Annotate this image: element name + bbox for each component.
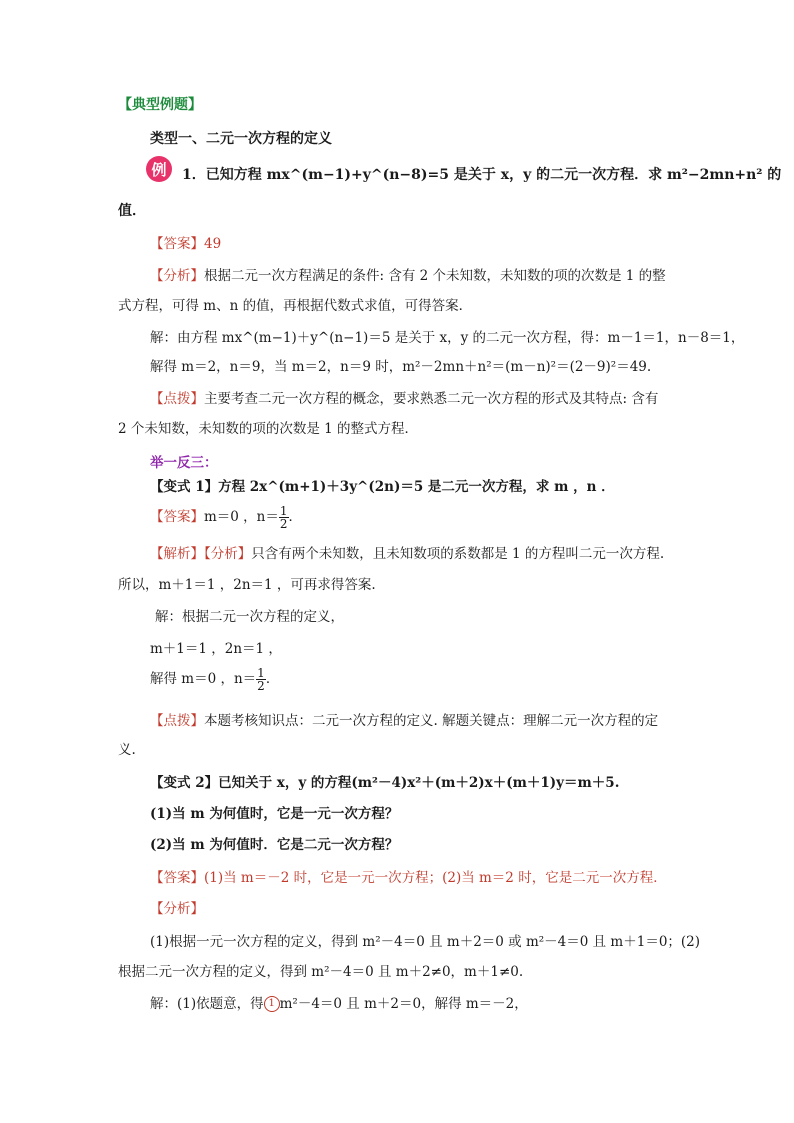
circled-one-marker: 1 [264, 996, 280, 1012]
answer-1 [150, 236, 221, 252]
variant-1-solution-line-1: 解：根据二元一次方程的定义， [155, 609, 344, 625]
variant-2-text: 已知关于 x，y 的方程(m²－4)x²＋(m＋2)x＋(m＋1)y＝m＋5. [218, 775, 620, 791]
solution-1-line-1: 解：由方程 mx^(m−1)＋y^(n−1)＝5 是关于 x，y 的二元一次方程，得：m－1＝1，n－8＝1， [150, 330, 745, 346]
variant-2-solution-line-1: 解：(1)依题意，得 1 m²－4＝0 且 m＋2＝0，解得 m＝－2， [150, 996, 528, 1012]
variant-2-analysis-line-1: (1)根据一元一次方程的定义，得到 m²－4＝0 且 m＋2＝0 或 m²－4＝0 且 m＋1＝0；(2) [150, 934, 701, 950]
variant-1-solution-line-2: m＋1＝1 ，2n＝1 ， [150, 641, 282, 657]
variant-2-analysis-label: 【分析】 [150, 901, 204, 917]
type-heading: 类型一、二元一次方程的定义 [150, 131, 332, 147]
variant-2-answer [150, 870, 667, 886]
analysis-1-line-1 [150, 268, 666, 284]
variant-1-analysis-label-1: 【解析】 [150, 546, 204, 562]
answer-label: 【答案】 [150, 236, 204, 252]
fraction-one-half: $\frac{1}{2}$ [279, 504, 288, 531]
section-title: 【典型例题】 [118, 97, 202, 113]
variant-2-subquestion-1: (1)当 m 为何值时，它是一元一次方程？ [150, 806, 399, 822]
variant-1-tip-line-2: 义. [118, 742, 136, 758]
variant-2-label: 【变式 2】 [150, 775, 219, 791]
tip-1-line-2: 2 个未知数，未知数的项的次数是 1 的整式方程． [118, 421, 419, 437]
question-1-line-1: 1．已知方程 mx^(m−1)+y^(n−8)=5 是关于 x，y 的二元一次方程．求 m²−2mn+n² 的 [182, 167, 782, 183]
variant-1-text: 方程 2x^(m+1)＋3y^(2n)＝5 是二元一次方程，求 m ，n ． [218, 479, 615, 495]
analysis-label: 【分析】 [150, 268, 204, 284]
variant-1-analysis-line-2: 所以，m＋1＝1 ，2n＝1 ，可再求得答案. [118, 577, 376, 593]
fraction-one-half-2: $\frac{1}{2}$ [257, 666, 265, 693]
variant-1-answer-label: 【答案】 [150, 509, 204, 526]
variant-1-question [150, 479, 615, 495]
variant-1-analysis-label-2: 【分析】 [204, 546, 252, 562]
variant-1-label: 【变式 1】 [150, 479, 219, 495]
variant-1-tip-line-1 [150, 713, 658, 729]
variant-2-answer-text: (1)当 m＝－2 时，它是一元一次方程；(2)当 m＝2 时，它是二元一次方程． [204, 870, 667, 886]
variant-1-tip-text: 本题考核知识点：二元一次方程的定义. 解题关键点：理解二元一次方程的定 [204, 713, 659, 729]
tip-1-line-1 [150, 391, 658, 407]
answer-value: 49 [204, 236, 222, 252]
variant-2-answer-label: 【答案】 [150, 870, 204, 886]
variant-1-answer: 【答案】 m＝0 ，n＝ $\frac{1}{2}$ ． [150, 504, 303, 531]
variant-1-tip-label: 【点拨】 [150, 713, 204, 729]
tip-label: 【点拨】 [150, 391, 204, 407]
analysis-text: 根据二元一次方程满足的条件: 含有 2 个未知数，未知数的项的次数是 1 的整 [204, 268, 666, 284]
variant-2-subquestion-2: (2)当 m 为何值时．它是二元一次方程？ [150, 837, 399, 853]
variant-2-question [150, 775, 619, 791]
analysis-1-line-2: 式方程，可得 m、n 的值，再根据代数式求值，可得答案． [118, 298, 473, 314]
variant-1-analysis-text: 只含有两个未知数，且未知数项的系数都是 1 的方程叫二元一次方程. [251, 546, 665, 562]
variant-1-analysis-line-1 [150, 546, 664, 562]
solution-1-line-2: 解得 m＝2，n＝9，当 m＝2，n＝9 时，m²－2mn＋n²＝(m－n)²＝(2－9)²＝49. [150, 359, 652, 375]
example-badge: 例 [146, 156, 172, 182]
variant-2-analysis-line-2: 根据二元一次方程的定义，得到 m²－4＝0 且 m＋2≠0，m＋1≠0. [118, 964, 524, 980]
variant-1-solution-line-3: 解得 m＝0 ，n＝ $\frac{1}{2}$ ． [150, 666, 280, 693]
tip-text: 主要考查二元一次方程的概念，要求熟悉二元一次方程的形式及其特点: 含有 [204, 391, 659, 407]
practice-heading: 举一反三： [150, 455, 218, 471]
question-1-line-2: 值． [118, 203, 146, 219]
variant-1-answer-text: m＝0 ，n＝ [204, 509, 279, 526]
